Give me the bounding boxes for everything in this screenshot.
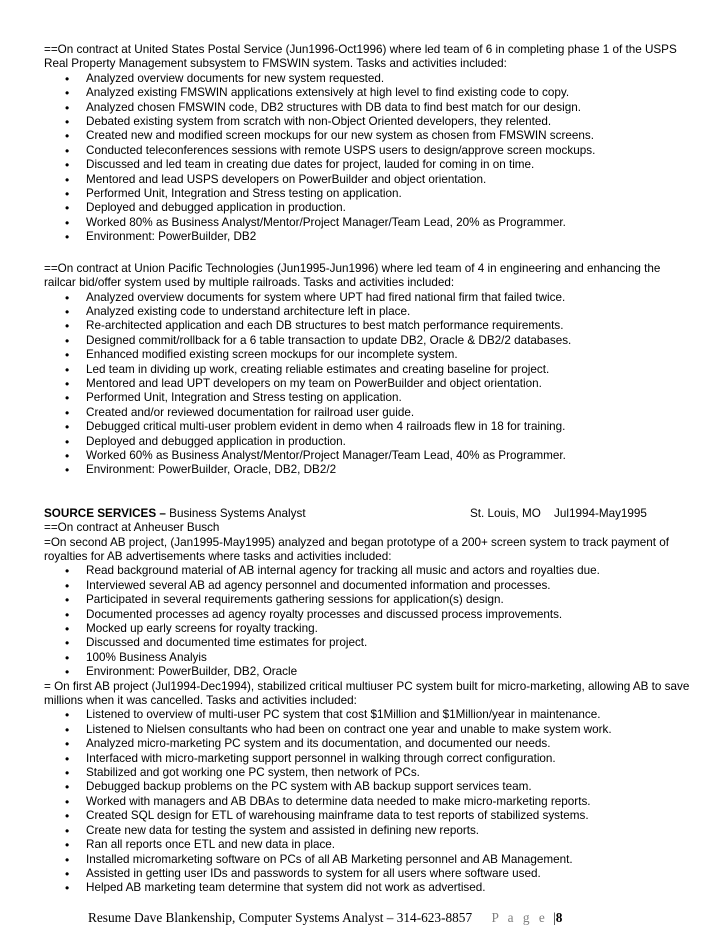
list-item: • Analyzed overview documents for new system requested. bbox=[44, 72, 694, 86]
list-item: • Worked 60% as Business Analyst/Mentor/Project Manager/Team Lead, 40% as Programmer. bbox=[44, 449, 694, 463]
list-item: • Interfaced with micro-marketing support personnel in walking through correct configuration. bbox=[44, 752, 694, 766]
usps-task-list bbox=[44, 72, 694, 245]
list-item: • Created and/or reviewed documentation for railroad user guide. bbox=[44, 406, 694, 420]
page-content bbox=[44, 43, 694, 896]
upt-task-list bbox=[44, 291, 694, 478]
list-item: • Re-architected application and each DB structures to best match performance requirements. bbox=[44, 319, 694, 333]
ab-project2-intro: = On first AB project (Jul1994-Dec1994), stabilized critical multiuser PC system built for micro-marketing, allowing AB to save millions when it was cancelled. Tasks and activities included: bbox=[44, 679, 690, 708]
footer-text: Resume Dave Blankenship, Computer Systems Analyst – 314-623-8857 bbox=[88, 910, 473, 925]
list-item: • Assisted in getting user IDs and passwords to system for all users where software used. bbox=[44, 867, 694, 881]
list-item: • Listened to Nielsen consultants who had been on contract one year and unable to make system work. bbox=[44, 723, 694, 737]
spacer bbox=[44, 478, 694, 507]
list-item: • Listened to overview of multi-user PC system that cost $1Million and $1Million/year in maintenance. bbox=[44, 708, 694, 722]
list-item: • Created new and modified screen mockups for our new system as chosen from FMSWIN screens. bbox=[44, 129, 694, 143]
list-item: • Performed Unit, Integration and Stress testing on application. bbox=[44, 391, 694, 405]
list-item: • Documented processes ad agency royalty processes and discussed process improvements. bbox=[44, 608, 694, 622]
ab-project1-intro: =On second AB project, (Jan1995-May1995) analyzed and began prototype of a 200+ screen system to track payment of royalties for AB advertisements where tasks and activities included: bbox=[44, 535, 670, 563]
list-item: • Designed commit/rollback for a 6 table transaction to update DB2, Oracle & DB2/2 databases. bbox=[44, 334, 694, 348]
list-item: • Mocked up early screens for royalty tracking. bbox=[44, 622, 694, 636]
list-item: • Discussed and documented time estimates for project. bbox=[44, 636, 694, 650]
list-item: • Mentored and lead USPS developers on PowerBuilder and object orientation. bbox=[44, 173, 694, 187]
list-item: • Create new data for testing the system and assisted in defining new reports. bbox=[44, 824, 694, 838]
list-item: • Environment: PowerBuilder, DB2 bbox=[44, 230, 694, 244]
list-item: • Debugged backup problems on the PC system with AB backup support services team. bbox=[44, 780, 694, 794]
page-number: 8 bbox=[555, 910, 563, 925]
list-item: • Interviewed several AB ad agency personnel and documented information and processes. bbox=[44, 579, 694, 593]
job-location: St. Louis, MO bbox=[470, 506, 541, 520]
upt-contract-intro: ==On contract at Union Pacific Technologies (Jun1995-Jun1996) where led team of 4 in engineering and enhancing the railcar bid/offer system used by multiple railroads. Tasks and activities included: bbox=[44, 261, 661, 290]
list-item: • Debugged critical multi-user problem evident in demo when 4 railroads flew in 18 for training. bbox=[44, 420, 694, 434]
list-item: • Mentored and lead UPT developers on my team on PowerBuilder and object orientation. bbox=[44, 377, 694, 391]
list-item: • Read background material of AB internal agency for tracking all music and actors and royalties due. bbox=[44, 564, 694, 578]
page-label: P a g e bbox=[491, 910, 548, 925]
list-item: • Participated in several requirements gathering sessions for application(s) design. bbox=[44, 593, 694, 607]
list-item: • Enhanced modified existing screen mockups for our incomplete system. bbox=[44, 348, 694, 362]
list-item: • Ran all reports once ETL and new data in place. bbox=[44, 838, 694, 852]
job-title: Business Systems Analyst bbox=[165, 506, 306, 520]
job-header bbox=[44, 507, 694, 521]
list-item: • Analyzed existing FMSWIN applications extensively at high level to find existing code to copy. bbox=[44, 86, 694, 100]
ab-project1-task-list bbox=[44, 564, 694, 679]
list-item: • Deployed and debugged application in production. bbox=[44, 201, 694, 215]
list-item: • Stabilized and got working one PC system, then network of PCs. bbox=[44, 766, 694, 780]
list-item: • Installed micromarketing software on PCs of all AB Marketing personnel and AB Management. bbox=[44, 853, 694, 867]
list-item: • Environment: PowerBuilder, Oracle, DB2, DB2/2 bbox=[44, 463, 694, 477]
job-dates: Jul1994-May1995 bbox=[554, 506, 647, 520]
list-item: • Created SQL design for ETL of warehousing mainframe data to test reports of stabilized systems. bbox=[44, 809, 694, 823]
list-item: • Conducted teleconferences sessions with remote USPS users to design/approve screen mockups. bbox=[44, 144, 694, 158]
company-name: SOURCE SERVICES – bbox=[44, 506, 166, 520]
list-item: • Analyzed existing code to understand architecture left in place. bbox=[44, 305, 694, 319]
ab-contract-line: ==On contract at Anheuser Busch bbox=[44, 521, 220, 535]
list-item: • Analyzed chosen FMSWIN code, DB2 structures with DB data to find best match for our design. bbox=[44, 101, 694, 115]
usps-contract-intro: ==On contract at United States Postal Service (Jun1996-Oct1996) where led team of 6 in completing phase 1 of the USPS Real Property Management subsystem to FMSWIN system. Tasks and activities included: bbox=[44, 43, 677, 71]
page-separator: | bbox=[553, 910, 556, 925]
list-item: • Led team in dividing up work, creating reliable estimates and creating baseline for project. bbox=[44, 363, 694, 377]
page-footer bbox=[88, 910, 562, 926]
list-item: • Discussed and led team in creating due dates for project, lauded for coming in on time. bbox=[44, 158, 694, 172]
list-item: • 100% Business Analyis bbox=[44, 651, 694, 665]
list-item: • Worked 80% as Business Analyst/Mentor/Project Manager/Team Lead, 20% as Programmer. bbox=[44, 216, 694, 230]
list-item: • Deployed and debugged application in production. bbox=[44, 435, 694, 449]
list-item: • Debated existing system from scratch with non-Object Oriented developers, they relented. bbox=[44, 115, 694, 129]
list-item: • Analyzed overview documents for system where UPT had fired national firm that failed twice. bbox=[44, 291, 694, 305]
list-item: • Performed Unit, Integration and Stress testing on application. bbox=[44, 187, 694, 201]
list-item: • Worked with managers and AB DBAs to determine data needed to make micro-marketing reports. bbox=[44, 795, 694, 809]
list-item: • Environment: PowerBuilder, DB2, Oracle bbox=[44, 665, 694, 679]
spacer bbox=[44, 245, 694, 262]
list-item: • Analyzed micro-marketing PC system and its documentation, and documented our needs. bbox=[44, 737, 694, 751]
ab-project2-task-list bbox=[44, 708, 694, 895]
list-item: • Helped AB marketing team determine that system did not work as advertised. bbox=[44, 881, 694, 895]
